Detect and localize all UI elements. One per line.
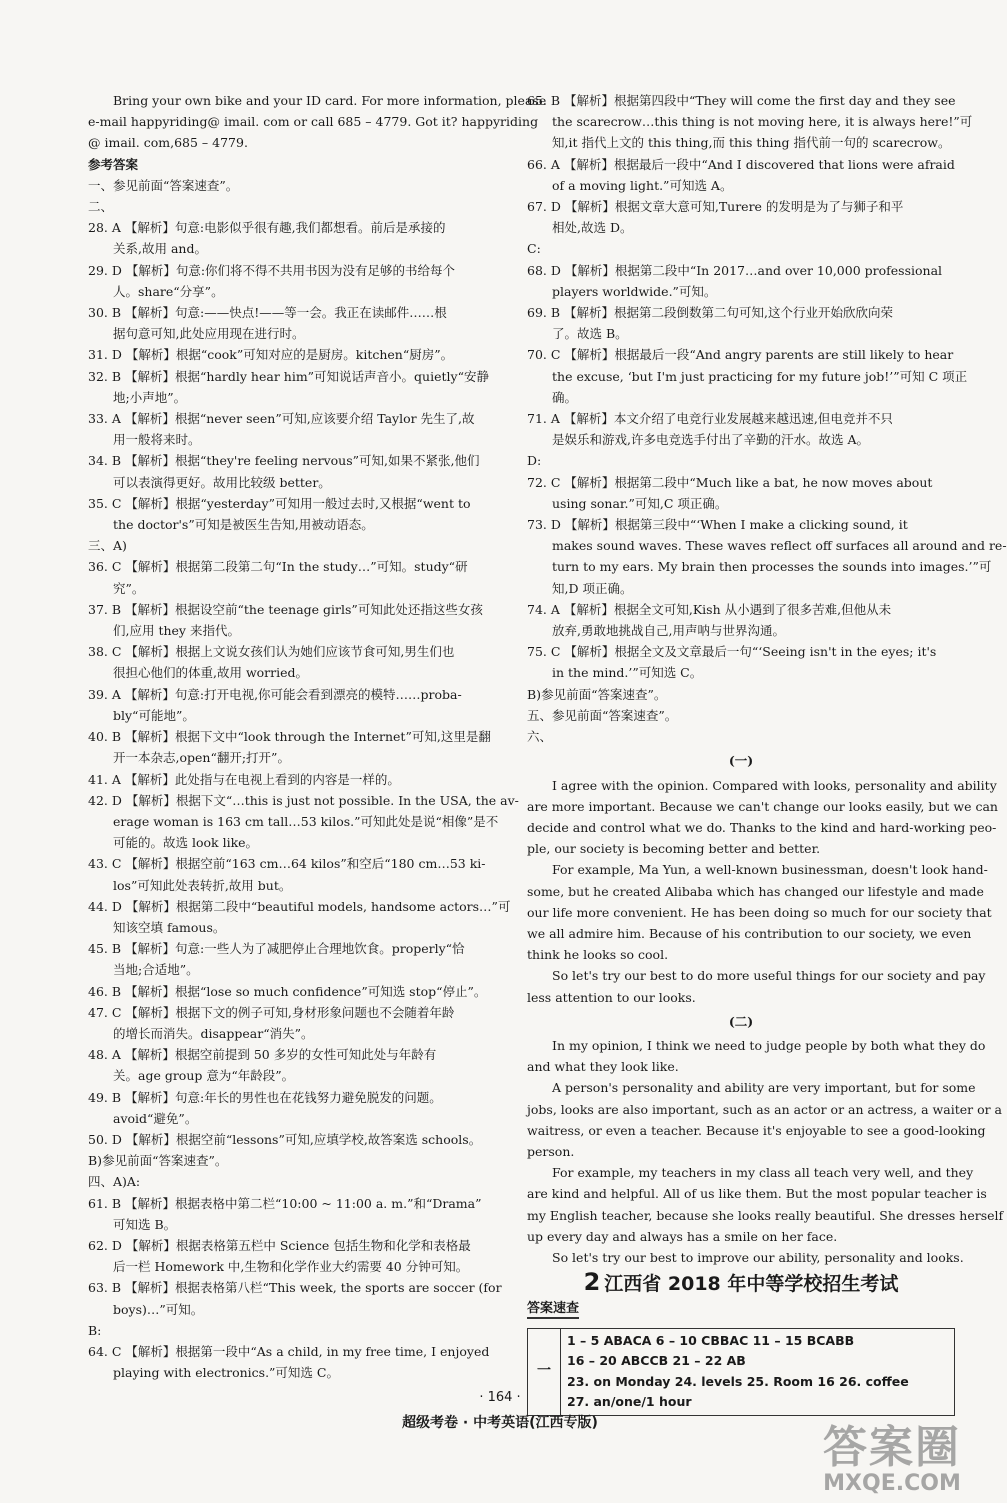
answer-line: in the mind.’”可知选 C。 (552, 665, 703, 681)
answer-line: 确。 (552, 389, 578, 405)
answer-line: For example, my teachers in my class all teach very well, and they (552, 1165, 974, 1181)
answer-line: 74. A 【解析】根据全文可知,Kish 从小遇到了很多苦难,但他从未 (527, 601, 892, 617)
answer-line: 66. A 【解析】根据最后一段中“And I discovered that lions were afraid (527, 156, 955, 172)
answer-line: 65. B 【解析】根据第四段中“They will come the first day and they see (527, 93, 956, 108)
answer-line: For example, Ma Yun, a well-known businessman, doesn't look hand- (552, 862, 988, 878)
answer-line: 68. D 【解析】根据第二段中“In 2017…and over 10,000 professional (527, 262, 943, 278)
answer-line: 46. B 【解析】根据“lose so much confidence”可知选 stop“停止”。 (88, 983, 487, 999)
answer-line: So let's try our best to improve our ability, personality and looks. (552, 1249, 964, 1265)
answer-line: players worldwide.”可知。 (552, 283, 717, 299)
answer-line: los”可知此处表转折,故用 but。 (113, 877, 292, 893)
answer-line: 是娱乐和游戏,许多电竞选手付出了辛勤的汗水。故选 A。 (552, 432, 869, 448)
answer-line: 31. D 【解析】根据“cook”可知对应的是厨房。kitchen“厨房”。 (88, 347, 454, 363)
answer-line: decide and control what we do. Thanks to the kind and hard-working peo- (527, 819, 997, 835)
answer-line: 71. A 【解析】本文介绍了电竞行业发展越来越迅速,但电竞并不只 (527, 411, 893, 427)
exam-title: 江西省 2018 年中等学校招生考试 (604, 1273, 899, 1296)
answer-line: 可知选 B。 (113, 1216, 177, 1232)
answer-line: 62. D 【解析】根据表格第五栏中 Science 包括生物和化学和表格最 (88, 1237, 471, 1253)
watermark-domain: MXQE.COM (823, 1471, 961, 1496)
answer-line: 据句意可知,此处应用现在进行时。 (113, 326, 305, 342)
quick-answer-line: 16 – 20 ABCCB 21 – 22 AB (567, 1353, 746, 1369)
answer-line: and what they look like. (527, 1059, 679, 1075)
answer-line: bly“可能地”。 (113, 707, 195, 723)
answer-line: 四、A)A: (88, 1174, 141, 1190)
watermark-main: 答案圈 (823, 1422, 961, 1473)
answer-line: turn to my ears. My brain then processes the sounds into images.’”可 (552, 559, 992, 575)
answer-line: the doctor's”可知是被医生告知,用被动语态。 (113, 517, 374, 533)
answer-line: 关系,故用 and。 (113, 241, 207, 257)
answer-line: makes sound waves. These waves reflect off surfaces all around and re- (552, 538, 1007, 554)
answer-line: are kind and helpful. All of us like them. But the most popular teacher is (527, 1186, 987, 1202)
book-title: 超级考卷 · 中考英语(江西专版) (402, 1415, 598, 1431)
answer-line: the excuse, ‘but I'm just practicing for my future job!’”可知 C 项正 (552, 368, 968, 384)
page-number: · 164 · (479, 1390, 521, 1405)
answer-line: 45. B 【解析】句意:一些人为了减肥停止合理地饮食。properly“恰 (88, 941, 465, 957)
answer-line: 73. D 【解析】根据第三段中“‘When I make a clicking sound, it (527, 517, 908, 533)
answer-line: 29. D 【解析】句意:你们将不得不共用书因为没有足够的书给每个 (88, 262, 456, 278)
answer-line: ple, our society is becoming better and better. (527, 841, 821, 857)
answer-line: (二) (728, 1013, 754, 1029)
answer-line: 们,应用 they 来指代。 (113, 623, 240, 639)
answer-line: 69. B 【解析】根据第二段倒数第二句可知,这个行业开始欣欣向荣 (527, 305, 893, 321)
answer-line: 可以表演得更好。故用比较级 better。 (113, 474, 331, 490)
exam-heading (527, 1268, 955, 1297)
answer-line: 用一般将来时。 (113, 432, 201, 448)
answer-line: 人。share“分享”。 (113, 283, 224, 299)
answer-line: 六、 (527, 729, 553, 745)
answer-line: B)参见前面“答案速查”。 (527, 686, 667, 702)
answer-line: are more important. Because we can't change our looks easily, but we can (527, 798, 998, 814)
answer-line: C: (527, 241, 541, 257)
answer-line: 33. A 【解析】根据“never seen”可知,应该要介绍 Taylor 先生了,故 (88, 411, 475, 427)
answer-line: 63. B 【解析】根据表格第八栏“This week, the sports are soccer (for (88, 1280, 502, 1296)
answer-line: 很担心他们的体重,故用 worried。 (113, 665, 309, 681)
right-column (527, 90, 1007, 1416)
answer-line: 50. D 【解析】根据空前“lessons”可知,应填学校,故答案选 schools。 (88, 1131, 482, 1147)
answer-line: In my opinion, I think we need to judge people by both what they do (552, 1037, 986, 1053)
answer-line: A person's personality and ability are very important, but for some (552, 1080, 976, 1096)
answer-line: B: (88, 1322, 102, 1338)
answer-line: 一、参见前面“答案速查”。 (88, 177, 239, 193)
answer-line: 47. C 【解析】根据下文的例子可知,身材形象问题也不会随着年龄 (88, 1004, 455, 1020)
watermark-logo (792, 1424, 992, 1496)
answer-line: 放弃,勇敢地挑战自己,用声呐与世界沟通。 (552, 623, 785, 639)
answer-line: avoid“避免”。 (113, 1110, 198, 1126)
answer-line: 28. A 【解析】句意:电影似乎很有趣,我们都想看。前后是承接的 (88, 220, 446, 236)
answer-line: we all admire him. Because of his contribution to our society, we even (527, 925, 972, 941)
answer-line: 三、A) (88, 538, 127, 554)
answer-line: of a moving light.”可知选 A。 (552, 177, 733, 193)
answer-line: 后一栏 Homework 中,生物和化学作业大约需要 40 分钟可知。 (113, 1259, 469, 1275)
answer-line: 了。故选 B。 (552, 326, 628, 342)
answer-line: 30. B 【解析】句意:——快点!——等一会。我正在读邮件……根 (88, 305, 447, 321)
answer-line: 37. B 【解析】根据设空前“the teenage girls”可知此处还指这些女孩 (88, 601, 483, 617)
answer-line: some, but he created Alibaba which has changed our lifestyle and made (527, 883, 984, 899)
answer-line: 35. C 【解析】根据“yesterday”可知用一般过去时,又根据“went to (88, 495, 471, 511)
answer-line: 的增长而消失。disappear“消失”。 (113, 1025, 314, 1041)
answer-line: 地;小声地”。 (113, 389, 187, 405)
answer-line: 参考答案 (88, 156, 139, 172)
answer-line: 39. A 【解析】句意:打开电视,你可能会看到漂亮的模特……proba- (88, 686, 462, 702)
answer-line: 43. C 【解析】根据空前“163 cm…64 kilos”和空后“180 cm…53 ki- (88, 856, 486, 872)
answer-line: 34. B 【解析】根据“they're feeling nervous”可知,如果不紧张,他们 (88, 453, 480, 469)
answer-line: 知该空填 famous。 (113, 919, 226, 935)
answer-line: 36. C 【解析】根据第二段第二句“In the study…”可知。study“研 (88, 559, 468, 575)
answer-line: I agree with the opinion. Compared with looks, personality and ability (552, 777, 997, 793)
answer-line: 70. C 【解析】根据最后一段“And angry parents are still likely to hear (527, 347, 954, 363)
quick-answers-section-label: 一 (528, 1329, 561, 1415)
answer-line: 44. D 【解析】根据第二段中“beautiful models, handsome actors…”可 (88, 898, 511, 914)
answer-line: person. (527, 1143, 575, 1159)
answer-line: think he looks so cool. (527, 947, 669, 963)
answer-line: 五、参见前面“答案速查”。 (527, 707, 678, 723)
answer-line: 关。age group 意为“年龄段”。 (113, 1068, 295, 1084)
answer-line: 64. C 【解析】根据第一段中“As a child, in my free time, I enjoyed (88, 1343, 490, 1359)
answer-line: our life more convenient. He has been doing so much for our society that (527, 904, 992, 920)
answer-line: 67. D 【解析】根据文章大意可知,Turere 的发明是为了与狮子和平 (527, 199, 904, 215)
answer-line: 72. C 【解析】根据第二段中“Much like a bat, he now moves about (527, 474, 933, 490)
answer-line: 48. A 【解析】根据空前提到 50 多岁的女性可知此处与年龄有 (88, 1047, 437, 1063)
right-column-text (527, 90, 1007, 1268)
answer-line: my English teacher, because she looks really beautiful. She dresses herself (527, 1207, 1004, 1223)
answer-line: 41. A 【解析】此处指与在电视上看到的内容是一样的。 (88, 771, 400, 787)
answer-line: 知,D 项正确。 (552, 580, 633, 596)
answer-line: Bring your own bike and your ID card. For more information, please (113, 93, 547, 108)
answer-line: e-mail happyriding@ imail. com or call 685 – 4779. Got it? happyriding (88, 114, 539, 130)
answer-line: playing with electronics.”可知选 C。 (113, 1365, 339, 1381)
answer-line: up every day and always has a smile on her face. (527, 1228, 838, 1244)
answer-line: 究”。 (113, 580, 145, 596)
answer-line: 二、 (88, 199, 114, 215)
answer-line: waitress, or even a teacher. Because it's enjoyable to see a good-looking (527, 1122, 986, 1138)
quick-answer-line: 23. on Monday 24. levels 25. Room 16 26. coffee (567, 1373, 909, 1389)
answer-line: the scarecrow…this thing is not moving here, it is always here!”可 (552, 114, 973, 130)
answer-line: 40. B 【解析】根据下文中“look through the Internet”可知,这里是翻 (88, 729, 491, 745)
answer-line: less attention to our looks. (527, 989, 696, 1005)
answer-line: @ imail. com,685 – 4779. (88, 135, 248, 151)
answer-line: D: (527, 453, 542, 469)
answer-line: 当地;合适地”。 (113, 962, 199, 978)
answer-line: 32. B 【解析】根据“hardly hear him”可知说话声音小。quietly“安静 (88, 368, 489, 384)
quick-answer-line: 1 – 5 ABACA 6 – 10 CBBAC 11 – 15 BCABB (567, 1332, 855, 1348)
answer-line: B)参见前面“答案速查”。 (88, 1153, 228, 1169)
answer-line: 61. B 【解析】根据表格中第二栏“10:00 ~ 11:00 a. m.”和“Drama” (88, 1195, 482, 1211)
answer-line: 49. B 【解析】句意:年长的男性也在花钱努力避免脱发的问题。 (88, 1089, 442, 1105)
quick-answer-line: 27. an/one/1 hour (567, 1394, 692, 1410)
left-column (88, 90, 547, 1383)
answer-line: 38. C 【解析】根据上文说女孩们认为她们应该节食可知,男生们也 (88, 644, 455, 660)
answer-line: 知,it 指代上文的 this thing,而 this thing 指代前一句的 scarecrow。 (552, 135, 951, 151)
answer-line: So let's try our best to do more useful things for our society and pay (552, 968, 986, 984)
answer-line: boys)…”可知。 (113, 1301, 204, 1317)
answer-line: 可能的。故选 look like。 (113, 835, 259, 851)
answer-line: jobs, looks are also important, such as an actor or an actress, a waiter or a (527, 1101, 1002, 1117)
answer-line: 75. C 【解析】根据全文及文章最后一句“‘Seeing isn't in the eyes; it's (527, 644, 937, 660)
quick-answers-label: 答案速查 (527, 1301, 579, 1319)
answer-line: 开一本杂志,open“翻开;打开”。 (113, 750, 290, 766)
answer-line: using sonar.”可知,C 项正确。 (552, 495, 728, 511)
answer-line: 相处,故选 D。 (552, 220, 633, 236)
answer-line: 42. D 【解析】根据下文“…this is just not possible. In the USA, the av- (88, 792, 519, 808)
exam-number: 2 (583, 1268, 601, 1297)
answer-line: (一) (728, 753, 754, 769)
answer-line: erage woman is 163 cm tall…53 kilos.”可知此处是说“相像”是不 (113, 813, 499, 829)
